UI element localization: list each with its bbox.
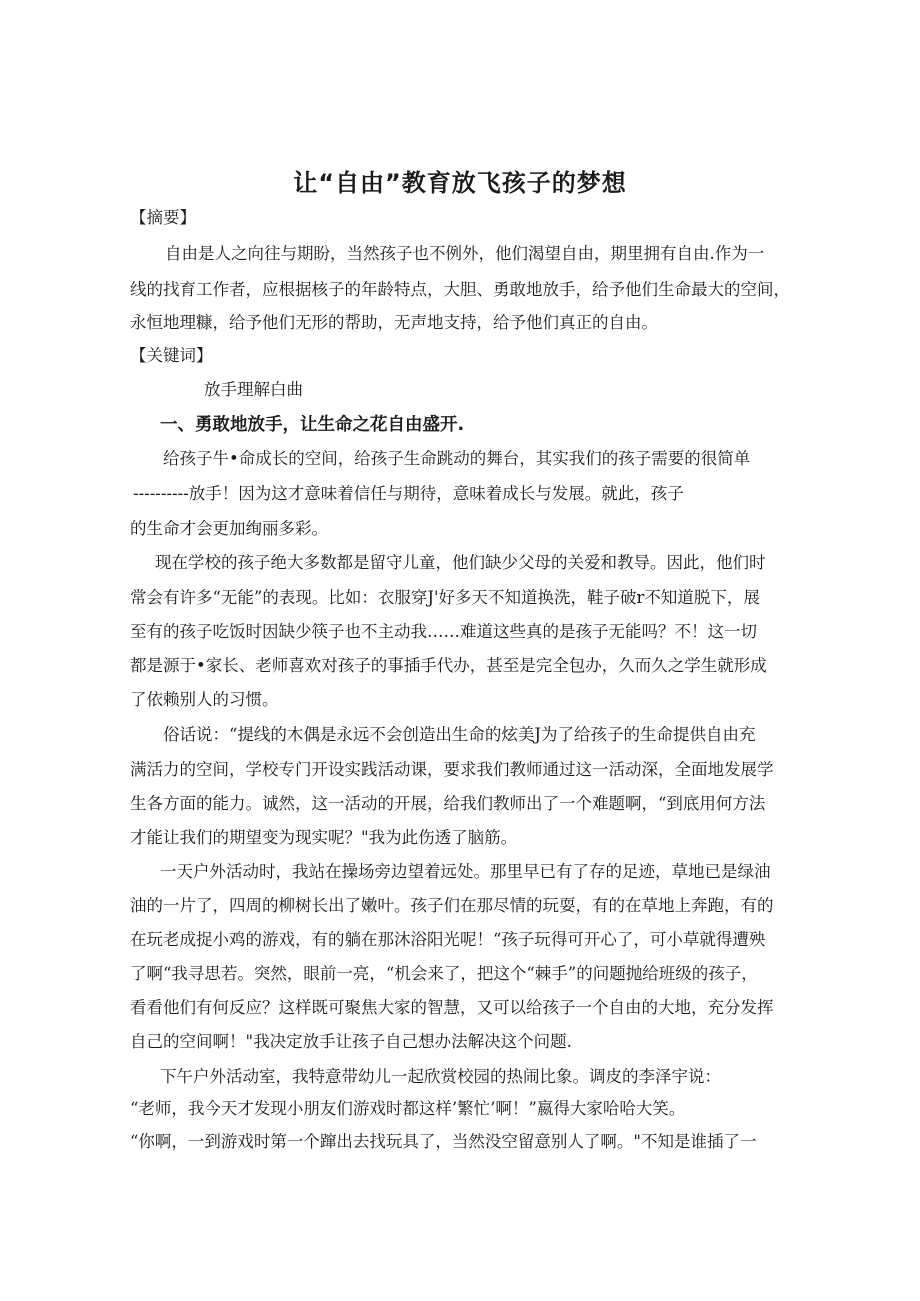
paragraph-line: 常会有许多“无能”的表现。比如：衣服穿J'好多天不知道换洗，鞋子破r不知道脱下，展 bbox=[130, 588, 760, 607]
paragraph-line: 了啊“我寻思若。突然，眼前一亮，“机会来了，把这个“棘手”的问题抛给班级的孩子， bbox=[130, 964, 758, 983]
paragraph-line: 一天户外活动时，我站在操场旁边望着远处。那里早已有了存的足迹，草地已是绿油 bbox=[160, 862, 771, 881]
paragraph-line: “你啊，一到游戏时第一个蹿出去找玩具了，当然没空留意别人了啊。"不知是谁插了一 bbox=[130, 1132, 757, 1151]
keywords-label: 【关键词】 bbox=[130, 346, 213, 365]
paragraph-line: 油的一片了，四周的柳树长出了嫩叶。孩子们在那尽情的玩耍，有的在草地上奔跑，有的 bbox=[130, 896, 774, 915]
abstract-label: 【摘要】 bbox=[130, 208, 196, 227]
paragraph-line: 给孩子牛•命成长的空间，给孩子生命跳动的舞台，其实我们的孩子需要的很简单 bbox=[163, 449, 751, 468]
paragraph-line: 至有的孩子吃饭时因缺少筷子也不主动我……难道这些真的是孩子无能吗？不！这一切 bbox=[130, 622, 757, 641]
paragraph-line: 俗话说：“提线的木偶是永远不会创造出生命的炫美J为了给孩子的生命提供自由充 bbox=[163, 725, 756, 744]
section-heading: 一、勇敢地放手，让生命之花自由盛开. bbox=[160, 415, 465, 435]
paragraph-line: ----------放手！因为这才意味着信任与期待，意味着成长与发展。就此，孩子 bbox=[133, 484, 684, 503]
paragraph-line: 现在学校的孩子绝大多数都是留守儿童，他们缺少父母的关爱和教导。因此，他们时 bbox=[155, 553, 766, 572]
paragraph-line: 生各方面的能力。诚然，这一活动的开展，给我们教师出了一个难题啊，“到底用何方法 bbox=[130, 794, 766, 813]
paragraph-line: 自己的空间啊！"我决定放手让孩子自己想办法解决这个问题. bbox=[130, 1032, 572, 1051]
paragraph-line: 了依赖别人的习惯。 bbox=[130, 690, 279, 709]
keywords-text: 放手理解白曲 bbox=[204, 380, 303, 399]
paragraph-line: “老师，我今天才发现小朋友们游戏时都这样’繁忙’啊！”嬴得大家哈哈大笑。 bbox=[130, 1099, 686, 1118]
paragraph-line: 才能让我们的期望变为现实呢？"我为此伤透了脑筋。 bbox=[130, 828, 518, 847]
paragraph-line: 满活力的空间，学校专门开设实践活动课，要求我们教师通过这一活动深，全面地发展学 bbox=[130, 760, 774, 779]
abstract-line: 自由是人之向往与期盼，当然孩子也不例外，他们渴望自由，期里拥有自由.作为一 bbox=[165, 244, 765, 263]
paragraph-line: 的生命才会更加绚丽多彩。 bbox=[130, 519, 328, 538]
document-title: 让“自由”教育放飞孩子的梦想 bbox=[293, 169, 627, 197]
abstract-line: 线的找育工作者，应根据核子的年龄特点，大胆、勇敢地放手，给予他们生命最大的空间， bbox=[130, 280, 790, 299]
abstract-line: 永恒地理糠，给予他们无形的帮助，无声地支持，给予他们真正的自由。 bbox=[130, 313, 658, 332]
paragraph-line: 在玩老成捉小鸡的游戏，有的躺在那沐浴阳光呢！“孩子玩得可开心了，可小草就得遭殃 bbox=[130, 930, 766, 949]
paragraph-line: 看看他们有何反应？这样既可聚焦大家的智慧，又可以给孩子一个自由的大地，充分发挥 bbox=[130, 998, 774, 1017]
paragraph-line: 都是源于•家长、老师喜欢对孩子的事插手代办，甚至是完全包办，久而久之学生就形成 bbox=[130, 656, 767, 675]
paragraph-line: 下午户外活动室，我特意带幼儿一起欣赏校园的热闹比象。调皮的李泽宇说： bbox=[160, 1067, 721, 1086]
